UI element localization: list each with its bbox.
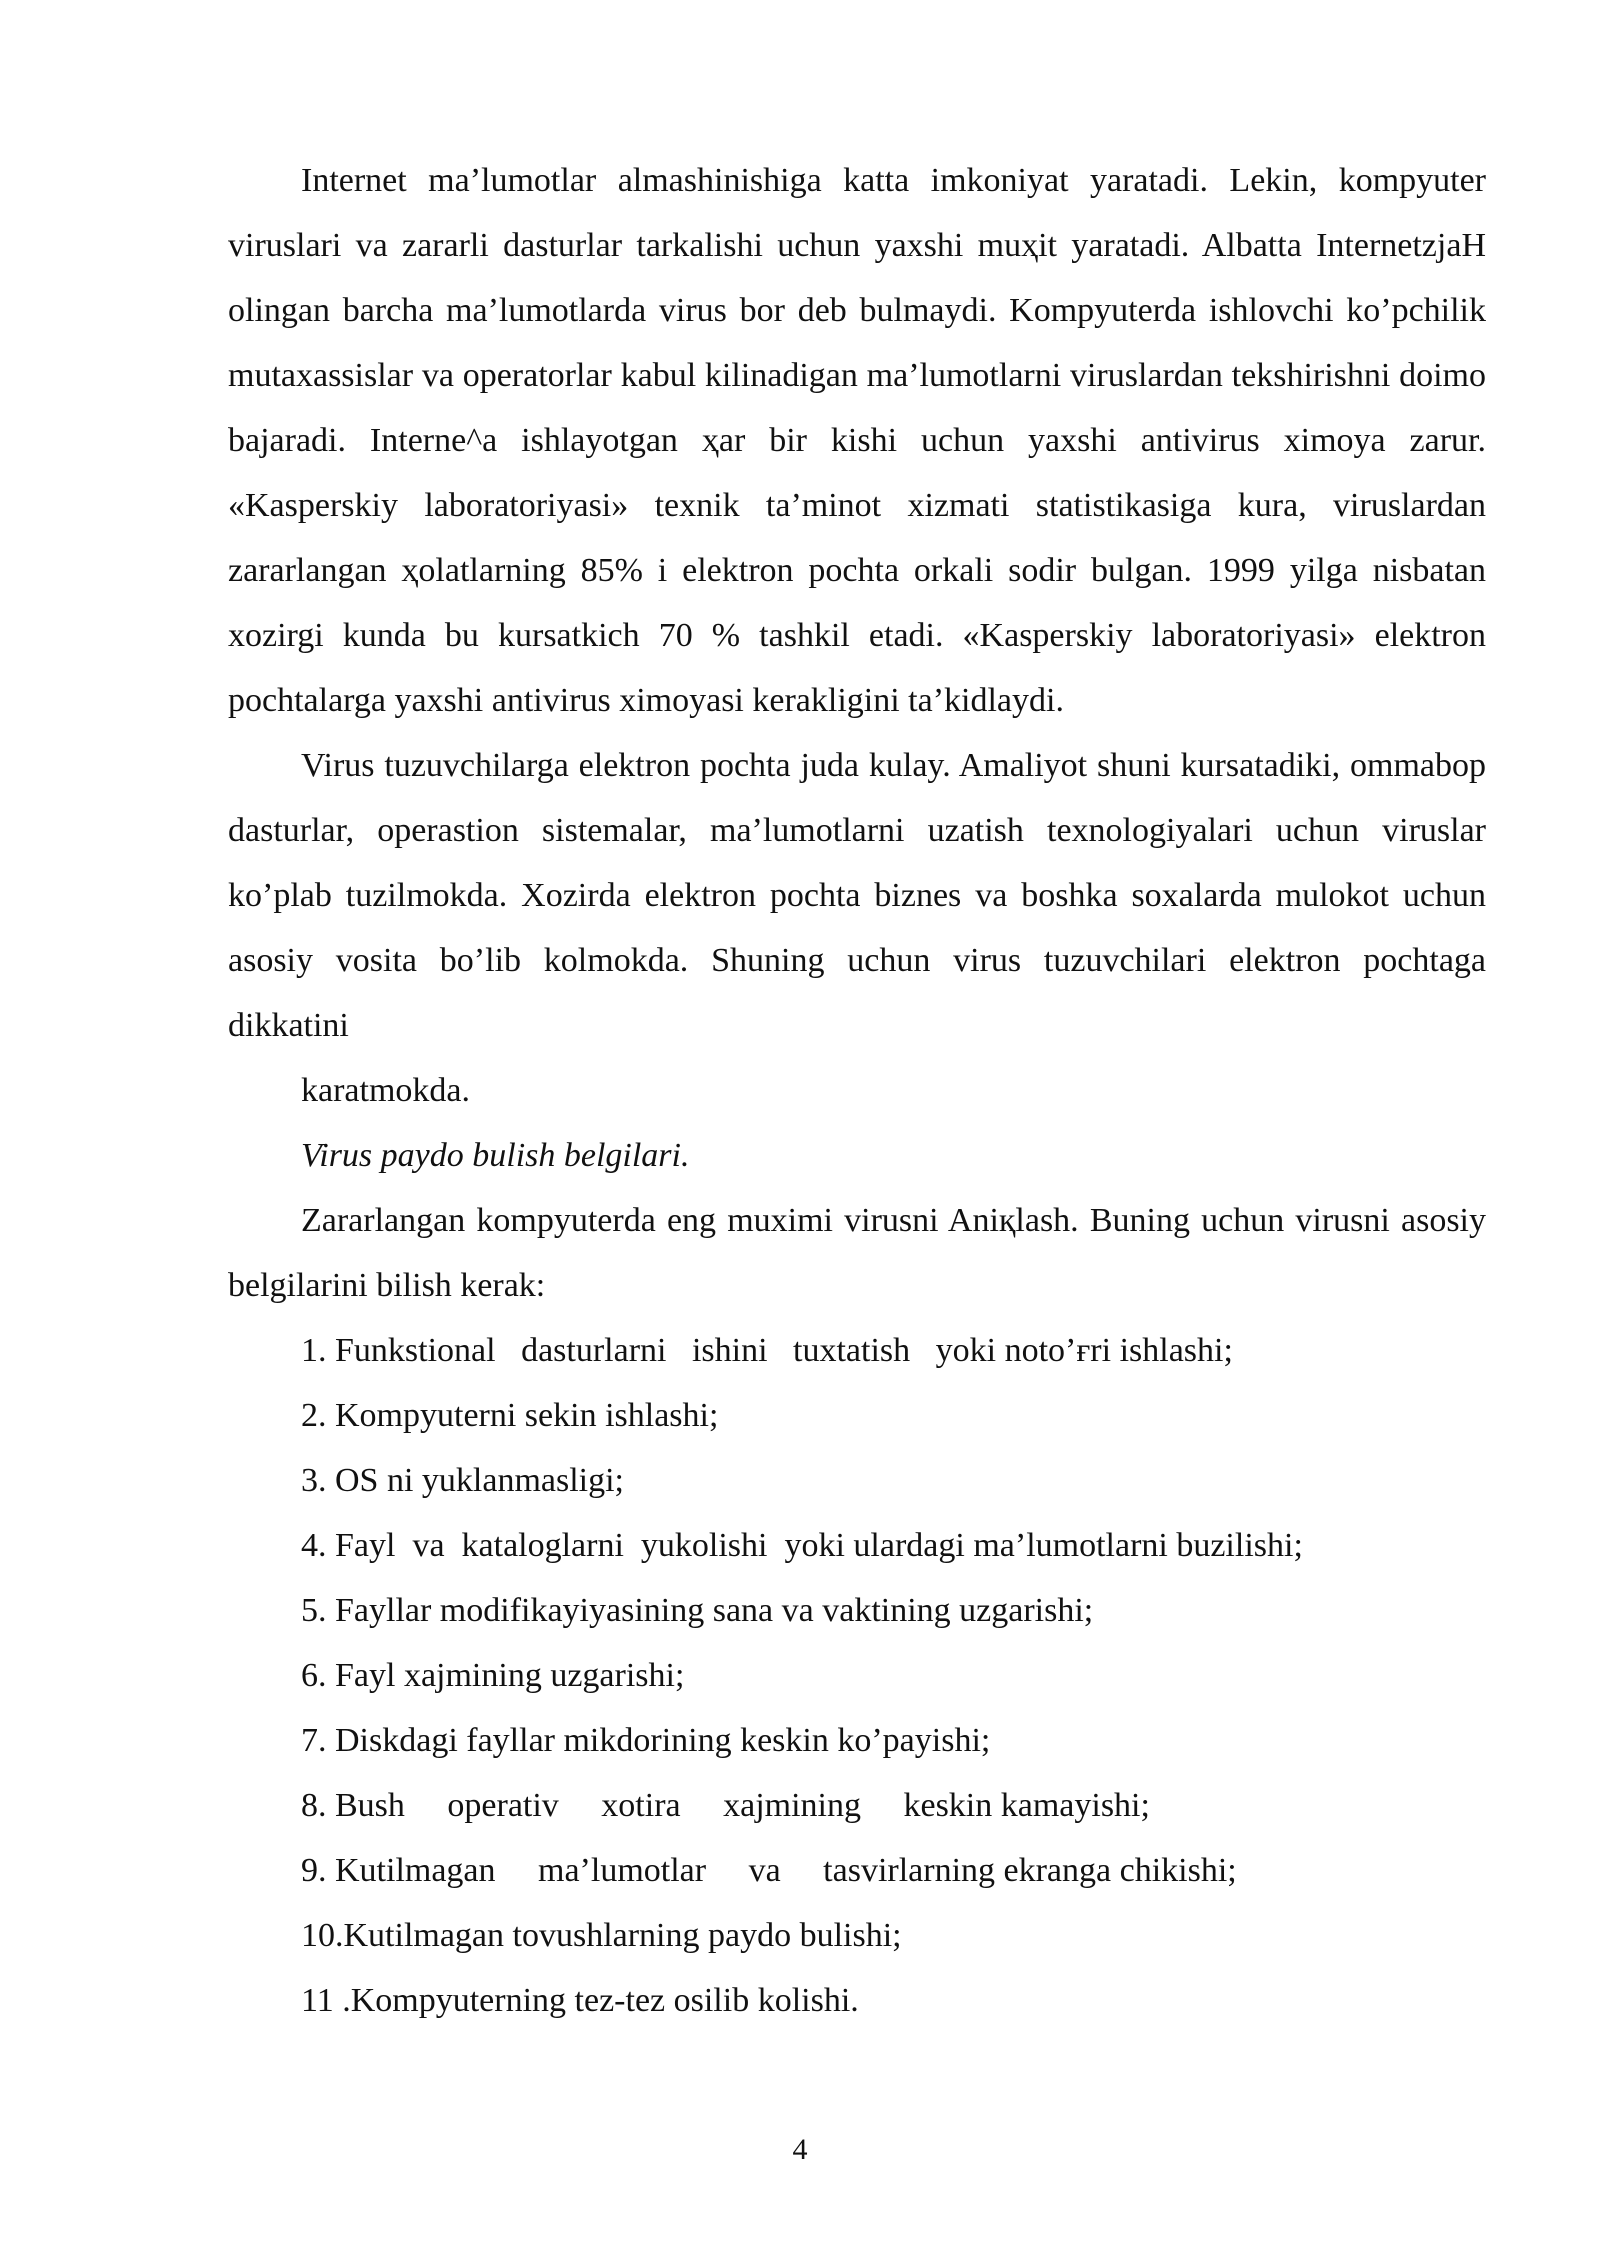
- list-item: 9. Kutilmagan ma’lumotlar va tasvirlarning ekranga chikishi;: [301, 1852, 1237, 1889]
- list-item: 4. Fayl va kataloglarni yukolishi yoki ulardagi ma’lumotlarni buzilishi;: [301, 1527, 1303, 1564]
- paragraph-internet: Internet ma’lumotlar almashinishiga katta imkoniyat yaratadi. Lekin, kompyuter viruslari va zararli dasturlar tarkalishi uchun yaxshi muҳit yaratadi. Albatta InternetzjaH olingan barcha ma’lumotlarda virus bor deb bulmaydi. Kompyuterda ishlovchi ko’pchilik mutaxassislar va operatorlar kabul kilinadigan ma’lumotlarni viruslardan tekshirishni doimo bajaradi. Interne^a ishlayotgan ҳar bir kishi uchun yaxshi antivirus ximoya zarur. «Kasperskiy laboratoriyasi» texnik ta’minot xizmati statistikasiga kura, viruslardan zararlangan ҳolatlarning 85% i elektron pochta orkali sodir bulgan. 1999 yilga nisbatan xozirgi kunda bu kursatkich 70 % tashkil etadi. «Kasperskiy laboratoriyasi» elektron pochtalarga yaxshi antivirus ximoyasi kerakligini ta’kidlaydi.: [228, 162, 1486, 719]
- list-item: 6. Fayl xajmining uzgarishi;: [301, 1657, 685, 1694]
- list-item: 1. Funkstional dasturlarni ishini tuxtatish yoki noto’ғri ishlashi;: [301, 1332, 1233, 1369]
- list-item: 5. Fayllar modifikayiyasining sana va vaktining uzgarishi;: [301, 1592, 1094, 1629]
- page-number: 4: [792, 2133, 808, 2166]
- list-item: 7. Diskdagi fayllar mikdorining keskin ko’payishi;: [301, 1722, 991, 1759]
- list-item: 11 .Kompyuterning tez-tez osilib kolishi.: [301, 1982, 859, 2019]
- section-heading: Virus paydo bulish belgilari.: [301, 1137, 690, 1174]
- list-item: 10.Kutilmagan tovushlarning paydo bulishi;: [301, 1917, 902, 1954]
- list-item: 3. OS ni yuklanmasligi;: [301, 1462, 624, 1499]
- list-item: 2. Kompyuterni sekin ishlashi;: [301, 1397, 719, 1434]
- page-body: [228, 148, 1486, 2033]
- paragraph-email-viruses: Virus tuzuvchilarga elektron pochta juda kulay. Amaliyot shuni kursatadiki, ommabop dasturlar, operastion sistemalar, ma’lumotlarni uzatish texnologiyalari uchun viruslar ko’plab tuzilmokda. Xozirda elektron pochta biznes va boshka soxalarda mulokot uchun asosiy vosita bo’lib kolmokda. Shuning uchun virus tuzuvchilari elektron pochtaga dikkatini: [228, 747, 1486, 1044]
- paragraph-continuation: karatmokda.: [301, 1072, 470, 1109]
- paragraph-intro: Zararlangan kompyuterda eng muximi virusni Aniқlash. Buning uchun virusni asosiy belgilarini bilish kerak:: [228, 1202, 1486, 1304]
- symptom-list: [228, 1318, 1486, 2033]
- list-item: 8. Bush operativ xotira xajmining keskin kamayishi;: [301, 1787, 1150, 1824]
